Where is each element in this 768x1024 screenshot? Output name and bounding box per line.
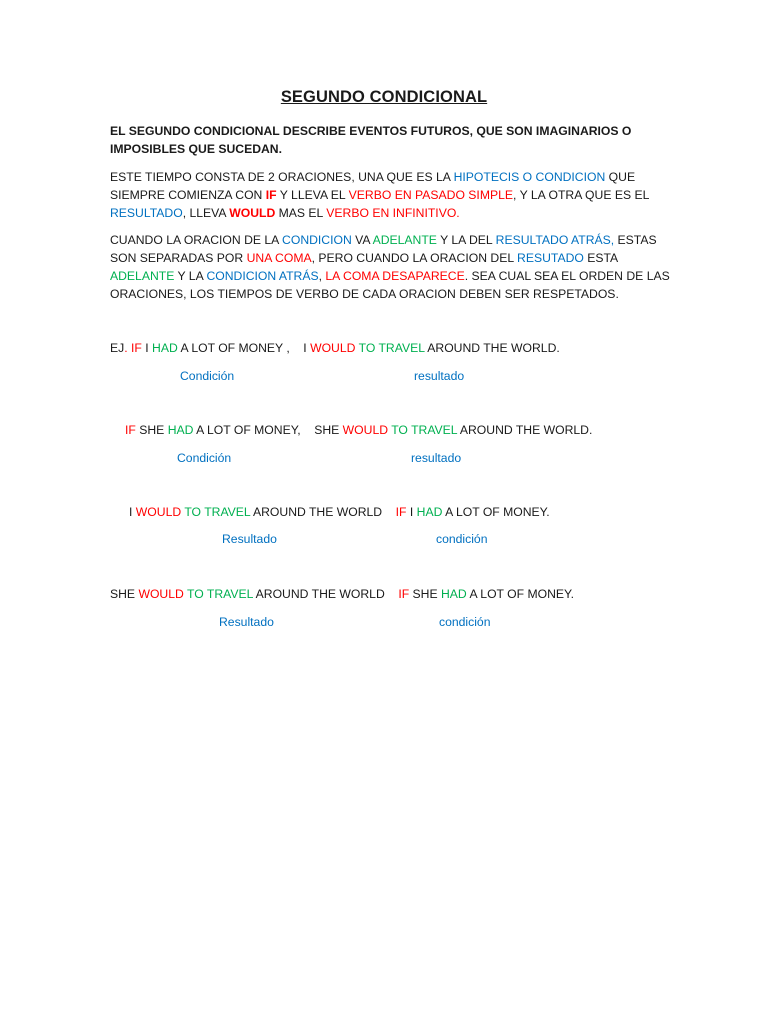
if-keyword: IF	[395, 505, 407, 519]
text: MAS EL	[275, 206, 327, 220]
had-verb: HAD	[152, 341, 178, 355]
coma-desaparece-term: LA COMA DESAPARECE	[325, 269, 465, 283]
text: ,	[318, 269, 326, 283]
text: I	[141, 341, 153, 355]
structure-paragraph	[110, 168, 670, 222]
would-keyword: WOULD	[310, 341, 356, 355]
example-2-label-resultado: resultado	[411, 451, 462, 465]
text: Y LLEVA EL	[276, 188, 349, 202]
had-verb: HAD	[416, 505, 443, 519]
to-travel-verb: TO TRAVEL	[358, 341, 425, 355]
to-travel-verb: TO TRAVEL	[184, 505, 251, 519]
had-verb: HAD	[441, 587, 467, 601]
example-1-label-condicion: Condición	[180, 369, 235, 383]
verbo-pasado-term: VERBO EN PASADO SIMPLE	[348, 188, 514, 202]
order-paragraph	[110, 231, 670, 303]
resutado-term: RESUTADO	[517, 251, 584, 265]
example-3-label-condicion: condición	[436, 532, 488, 546]
if-keyword: IF	[398, 587, 410, 601]
text: SHE	[135, 423, 168, 437]
text: EJ	[110, 341, 125, 355]
text: AROUND THE WORLD	[252, 587, 399, 601]
una-coma-term: UNA COMA	[246, 251, 312, 265]
to-travel-verb: TO TRAVEL	[187, 587, 253, 601]
text: ESTE TIEMPO CONSTA DE 2 ORACIONES, UNA QUE ES LA	[110, 170, 454, 184]
text: . SEA CUAL SEA EL ORDEN DE LAS ORACIONES, LOS TIEMPOS DE VERBO DE CADA ORACION DEBEN SER RESPETADOS.	[110, 269, 670, 301]
example-2-label-condicion: Condición	[177, 451, 232, 465]
text: , LLEVA	[182, 206, 230, 220]
text: A LOT OF MONEY , I	[177, 341, 311, 355]
had-verb: HAD	[167, 423, 194, 437]
text: A LOT OF MONEY, SHE	[193, 423, 343, 437]
text: AROUND THE WORLD.	[424, 341, 560, 355]
resultado-term: RESULTADO	[110, 206, 183, 220]
dot: .	[124, 341, 128, 355]
text: A LOT OF MONEY.	[466, 587, 574, 601]
example-3-label-resultado: Resultado	[222, 532, 277, 546]
example-4-label-resultado: Resultado	[219, 615, 274, 629]
if-keyword: IF	[131, 341, 142, 355]
example-3-sentence	[129, 503, 550, 521]
text: AROUND THE WORLD.	[457, 423, 593, 437]
would-keyword: WOULD	[229, 206, 276, 220]
text: VA	[351, 233, 373, 247]
example-4-label-condicion: condición	[439, 615, 491, 629]
hipotesis-term: HIPOTECIS O CONDICION	[453, 170, 606, 184]
would-keyword: WOULD	[135, 505, 182, 519]
would-keyword: WOULD	[138, 587, 184, 601]
example-1-label-resultado: resultado	[414, 369, 465, 383]
text: I	[406, 505, 417, 519]
text: A LOT OF MONEY.	[442, 505, 550, 519]
text: I	[129, 505, 136, 519]
text: ESTA	[583, 251, 618, 265]
text: CUANDO LA ORACION DE LA	[110, 233, 283, 247]
condicion-atras-term: CONDICION ATRÁS	[206, 269, 319, 283]
page-title: SEGUNDO CONDICIONAL	[280, 88, 488, 106]
adelante-term: ADELANTE	[372, 233, 437, 247]
text: Y LA DEL	[436, 233, 496, 247]
resultado-atras-term: RESULTADO ATRÁS,	[495, 233, 615, 247]
text: SHE	[409, 587, 441, 601]
to-travel-verb: TO TRAVEL	[391, 423, 458, 437]
text: Y LA	[174, 269, 207, 283]
text: ESTAS SON SEPARADAS POR	[110, 233, 657, 265]
would-keyword: WOULD	[342, 423, 389, 437]
example-1-sentence	[110, 339, 560, 357]
text: AROUND THE WORLD	[250, 505, 396, 519]
example-4-sentence	[110, 585, 574, 603]
adelante-term: ADELANTE	[110, 269, 175, 283]
verbo-infinitivo-term: VERBO EN INFINITIVO.	[326, 206, 460, 220]
text: QUE SIEMPRE COMIENZA CON	[110, 170, 636, 202]
condicion-term: CONDICION	[282, 233, 352, 247]
if-keyword: IF	[265, 188, 277, 202]
text: , PERO CUANDO LA ORACION DEL	[311, 251, 518, 265]
example-2-sentence	[125, 421, 592, 439]
text: , Y LA OTRA QUE ES EL	[513, 188, 649, 202]
if-keyword: IF	[125, 423, 136, 437]
text: SHE	[110, 587, 139, 601]
intro-paragraph: EL SEGUNDO CONDICIONAL DESCRIBE EVENTOS FUTUROS, QUE SON IMAGINARIOS O IMPOSIBLES QUE SUCEDAN.	[110, 124, 632, 156]
